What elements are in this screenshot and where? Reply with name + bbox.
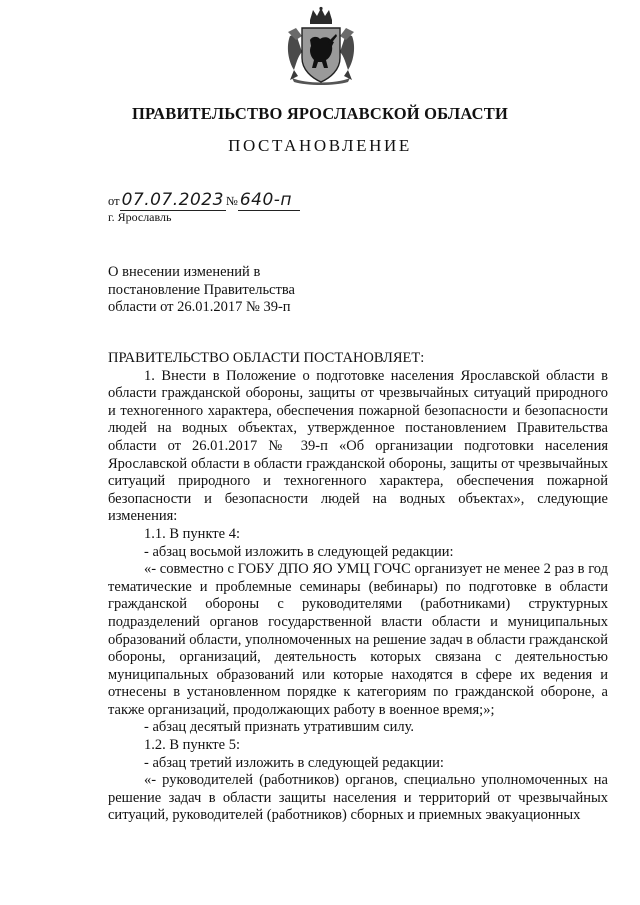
body-paragraph: 1. Внести в Положение о подготовке населения Ярославской области в области гражданской обороны, защиты от чрезвычайных ситуаций природного и техногенного характера, обеспечения пожарной безопасности и безопасности людей на водных объектах, утвержденное постановлением Правительства области от 26.01.2017 № 39-п «Об организации подготовки населения Ярославской области в области гражданской обороны, защиты от чрезвычайных ситуаций природного и техногенного характера, обеспечения пожарной безопасности и безопасности людей на водных объектах», следующие изменения: (108, 367, 608, 525)
coat-of-arms-icon (282, 6, 360, 86)
document-body (108, 350, 608, 825)
document-type: ПОСТАНОВЛЕНИЕ (228, 136, 412, 155)
body-paragraph: - абзац десятый признать утратившим силу. (144, 719, 415, 736)
body-paragraph: - абзац третий изложить в следующей редакции: (144, 754, 444, 771)
body-paragraph: - абзац восьмой изложить в следующей редакции: (144, 543, 454, 560)
city: г. Ярославль (108, 210, 172, 224)
number-sign: № (225, 194, 238, 208)
resolution-heading: ПРАВИТЕЛЬСТВО ОБЛАСТИ ПОСТАНОВЛЯЕТ: (108, 350, 425, 366)
government-title: ПРАВИТЕЛЬСТВО ЯРОСЛАВСКОЙ ОБЛАСТИ (131, 104, 509, 123)
body-paragraph: 1.1. В пункте 4: (144, 525, 240, 542)
subject-line: области от 26.01.2017 № 39-п (108, 299, 291, 315)
body-paragraph: «- совместно с ГОБУ ДПО ЯО УМЦ ГОЧС организует не менее 2 раз в год тематические и проблемные семинары (вебинары) по подготовке в области гражданской обороны с руководителями (работниками) структурных подразделений органов государственной власти области и муниципальных образований области, уполномоченных на решение задач в области гражданской обороны, организаций, деятельность которых связана с деятельностью муниципальных образований или которые находятся в сфере их ведения и отнесены в установленном порядке к категориям по гражданской обороне, а также организаций, продолжающих работу в военное время;»; (108, 561, 608, 718)
date-prefix: от (108, 194, 120, 208)
date-number-row (108, 190, 300, 210)
body-paragraph: 1.2. В пункте 5: (144, 737, 240, 754)
body-paragraph: «- руководителей (работников) органов, специально уполномоченных на решение задач в области защиты населения и территорий от чрезвычайных ситуаций, руководителей (работников) сборных и приемных эвакуационных (108, 772, 608, 824)
subject-line: О внесении изменений в (108, 264, 261, 280)
document-number: 640-п (238, 190, 300, 211)
document-date: 07.07.2023 (121, 190, 224, 210)
document-subject (108, 264, 328, 317)
subject-line: постановление Правительства (108, 281, 295, 298)
